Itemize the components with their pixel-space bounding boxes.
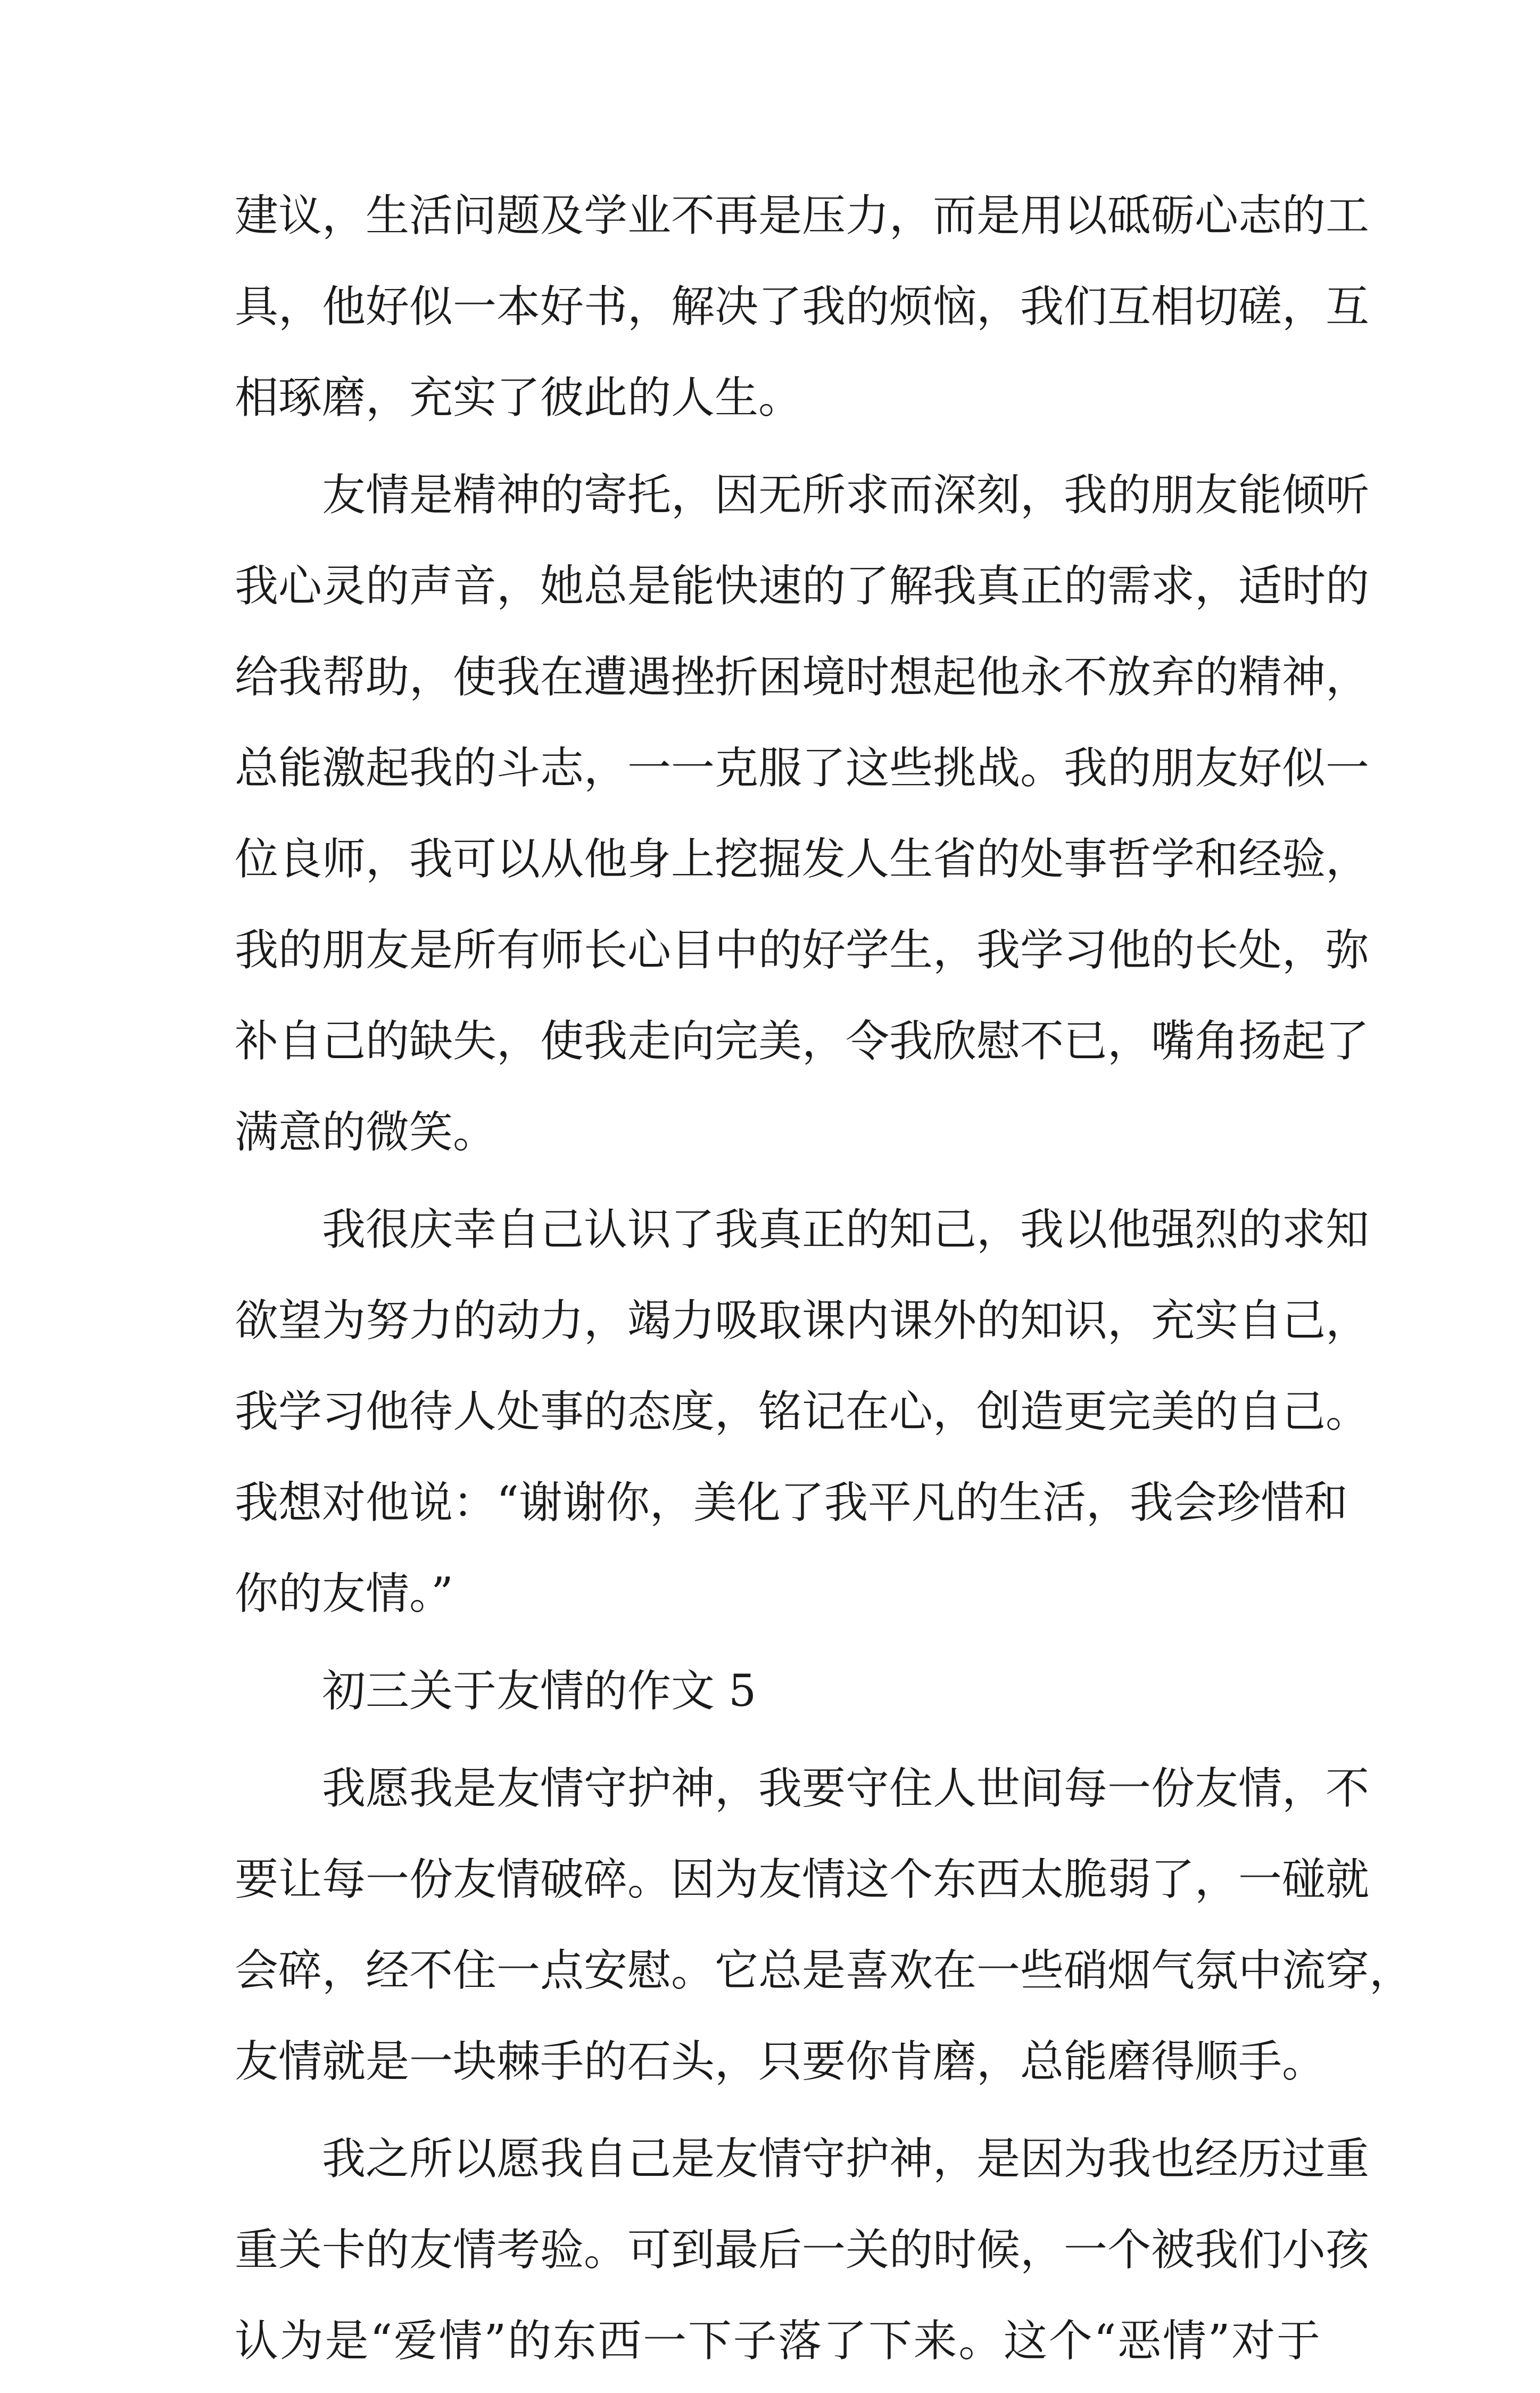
text-line: 我很庆幸自己认识了我真正的知己，我以他强烈的求知 [322,1204,1370,1255]
paragraph-2 [235,450,1370,1178]
text-line: 我学习他待人处事的态度，铭记在心，创造更完美的自己。 [235,1387,1370,1437]
text-line: 给我帮助，使我在遭遇挫折困境时想起他永不放弃的精神， [235,652,1370,703]
text-line: 欲望为努力的动力，竭力吸取课内课外的知识，充实自己， [235,1295,1370,1346]
paragraph-4 [235,1743,1413,2107]
text-line: 总能激起我的斗志，一一克服了这些挑战。我的朋友好似一 [235,743,1370,794]
text-line: 建议，生活问题及学业不再是压力，而是用以砥砺心志的工 [235,191,1370,241]
paragraph-1 [235,170,1370,443]
text-line: 满意的微笑。 [235,1107,497,1158]
text-line: 我心灵的声音，她总是能快速的了解我真正的需求，适时的 [235,561,1370,612]
text-line: 要让每一份友情破碎。因为友情这个东西太脆弱了，一碰就 [235,1854,1370,1905]
text-line: 我想对他说：“谢谢你，美化了我平凡的生活，我会珍惜和 [235,1478,1348,1528]
text-line: 补自己的缺失，使我走向完美，令我欣慰不已，嘴角扬起了 [235,1016,1370,1067]
section-heading [235,1646,1320,1737]
text-line: 友情是精神的寄托，因无所求而深刻，我的朋友能倾听 [322,470,1370,521]
paragraph-5 [235,2114,1370,2387]
text-line: 位良师，我可以从他身上挖掘发人生省的处事哲学和经验， [235,834,1370,885]
text-line: 重关卡的友情考验。可到最后一关的时候，一个被我们小孩 [235,2225,1370,2275]
text-line: 我愿我是友情守护神，我要守住人世间每一份友情，不 [322,1763,1370,1814]
document-body [235,170,1413,2393]
text-line: 相琢磨，充实了彼此的人生。 [235,373,802,423]
text-line: 友情就是一块棘手的石头，只要你肯磨，总能磨得顺手。 [235,2036,1326,2087]
text-line: 会碎，经不住一点安慰。它总是喜欢在一些硝烟气氛中流穿， [235,1945,1413,1996]
text-line: 你的友情。” [235,1569,453,1619]
text-line: 认为是“爱情”的东西一下子落了下来。这个“恶情”对于 [235,2316,1320,2366]
essay-title: 初三关于友情的作文 5 [322,1666,757,1717]
paragraph-3 [235,1184,1370,1639]
text-line: 我之所以愿我自己是友情守护神，是因为我也经历过重 [322,2134,1370,2184]
text-line: 具，他好似一本好书，解决了我的烦恼，我们互相切磋，互 [235,282,1370,332]
text-line: 我的朋友是所有师长心目中的好学生，我学习他的长处，弥 [235,925,1370,976]
